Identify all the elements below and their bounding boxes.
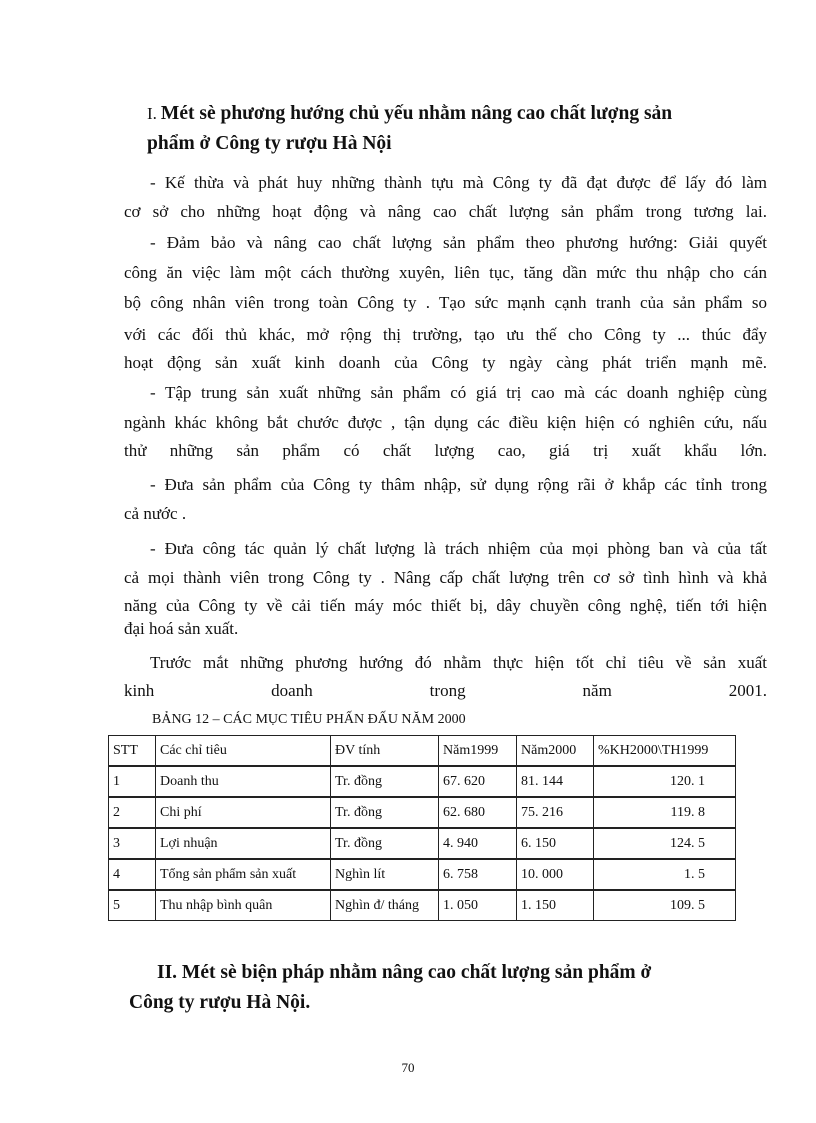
body-line: cơ sở cho những hoạt động và nâng cao chất lượng sản phẩm trong tương lai. <box>124 202 767 221</box>
cell-indicator: Thu nhập bình quân <box>156 890 331 921</box>
table-row <box>109 890 736 921</box>
cell-1999: 67. 620 <box>439 766 517 797</box>
section-1-number: I. <box>147 104 157 123</box>
cell-percent: 1. 5 <box>594 859 736 890</box>
cell-2000: 10. 000 <box>517 859 594 890</box>
cell-stt: 2 <box>109 797 156 828</box>
cell-stt: 1 <box>109 766 156 797</box>
cell-stt: 4 <box>109 859 156 890</box>
cell-unit: Nghìn đ/ tháng <box>331 890 439 921</box>
section-1-title-line-1: I. Mét sè phương hướng chủ yếu nhằm nâng cao chất lượng sản <box>147 103 673 124</box>
header-unit: ĐV tính <box>331 736 439 767</box>
table-row <box>109 766 736 797</box>
body-line: công ăn việc làm một cách thường xuyên, liên tục, tăng dần mức thu nhập cho cán <box>124 263 767 282</box>
cell-percent: 120. 1 <box>594 766 736 797</box>
body-line: - Đưa sản phẩm của Công ty thâm nhập, sử dụng rộng rãi ở khắp các tỉnh trong <box>150 475 767 494</box>
section-2-title-line-1: II. Mét sè biện pháp nhằm nâng cao chất lượng sản phẩm ở <box>157 962 652 983</box>
section-2-heading <box>129 958 769 1018</box>
body-line: ngành khác không bắt chước được , tận dụng các điều kiện hiện có nghiên cứu, nấu <box>124 413 767 432</box>
cell-1999: 1. 050 <box>439 890 517 921</box>
cell-2000: 6. 150 <box>517 828 594 859</box>
body-line: - Đảm bảo và nâng cao chất lượng sản phẩm theo phương hướng: Giải quyết <box>150 233 767 252</box>
cell-indicator: Chi phí <box>156 797 331 828</box>
header-year-2000: Năm2000 <box>517 736 594 767</box>
body-line: Trước mắt những phương hướng đó nhằm thực hiện tốt chỉ tiêu về sản xuất <box>150 653 767 672</box>
cell-2000: 75. 216 <box>517 797 594 828</box>
table-header-row <box>109 736 736 767</box>
goals-table <box>108 735 736 921</box>
table-row <box>109 797 736 828</box>
cell-1999: 4. 940 <box>439 828 517 859</box>
section-2-title-line-2: Công ty rượu Hà Nội. <box>129 992 311 1013</box>
cell-2000: 1. 150 <box>517 890 594 921</box>
cell-indicator: Tổng sản phẩm sản xuất <box>156 859 331 890</box>
body-line: đại hoá sản xuất. <box>124 619 239 638</box>
cell-1999: 62. 680 <box>439 797 517 828</box>
table-caption: BẢNG 12 – CÁC MỤC TIÊU PHẤN ĐẤU NĂM 2000 <box>152 712 466 727</box>
cell-indicator: Lợi nhuận <box>156 828 331 859</box>
body-line: kinh doanh trong năm 2001. <box>124 681 767 700</box>
cell-1999: 6. 758 <box>439 859 517 890</box>
cell-indicator: Doanh thu <box>156 766 331 797</box>
table-row <box>109 859 736 890</box>
cell-percent: 109. 5 <box>594 890 736 921</box>
body-line: cả mọi thành viên trong Công ty . Nâng cấp chất lượng trên cơ sở tình hình và khả <box>124 568 767 587</box>
section-1-title-line-2: phẩm ở Công ty rượu Hà Nội <box>147 133 392 154</box>
body-line: cả nước . <box>124 504 187 523</box>
cell-stt: 3 <box>109 828 156 859</box>
body-line: năng của Công ty về cải tiến máy móc thiết bị, dây chuyền công nghệ, tiến tới hiện <box>124 596 767 615</box>
cell-unit: Tr. đồng <box>331 797 439 828</box>
header-percent: %KH2000\TH1999 <box>594 736 736 767</box>
body-line: thử những sản phẩm có chất lượng cao, giá trị xuất khẩu lớn. <box>124 441 767 460</box>
cell-2000: 81. 144 <box>517 766 594 797</box>
body-line: - Tập trung sản xuất những sản phẩm có giá trị cao mà các doanh nghiệp cùng <box>150 383 767 402</box>
body-line: - Đưa công tác quản lý chất lượng là trách nhiệm của mọi phòng ban và của tất <box>150 539 767 558</box>
body-line: - Kế thừa và phát huy những thành tựu mà Công ty đã đạt được để lấy đó làm <box>150 173 767 192</box>
cell-unit: Tr. đồng <box>331 828 439 859</box>
body-line: bộ công nhân viên trong toàn Công ty . Tạo sức mạnh cạnh tranh của sản phẩm so <box>124 293 767 312</box>
cell-unit: Nghìn lít <box>331 859 439 890</box>
section-1-heading <box>147 99 767 159</box>
header-indicator: Các chỉ tiêu <box>156 736 331 767</box>
page-number: 70 <box>401 1060 415 1075</box>
cell-stt: 5 <box>109 890 156 921</box>
cell-percent: 124. 5 <box>594 828 736 859</box>
header-stt: STT <box>109 736 156 767</box>
table-row <box>109 828 736 859</box>
body-line: với các đối thủ khác, mở rộng thị trường, tạo ưu thế cho Công ty ... thúc đẩy <box>124 325 767 344</box>
cell-unit: Tr. đồng <box>331 766 439 797</box>
body-line: hoạt động sản xuất kinh doanh của Công ty ngày càng phát triển mạnh mẽ. <box>124 353 767 372</box>
cell-percent: 119. 8 <box>594 797 736 828</box>
header-year-1999: Năm1999 <box>439 736 517 767</box>
